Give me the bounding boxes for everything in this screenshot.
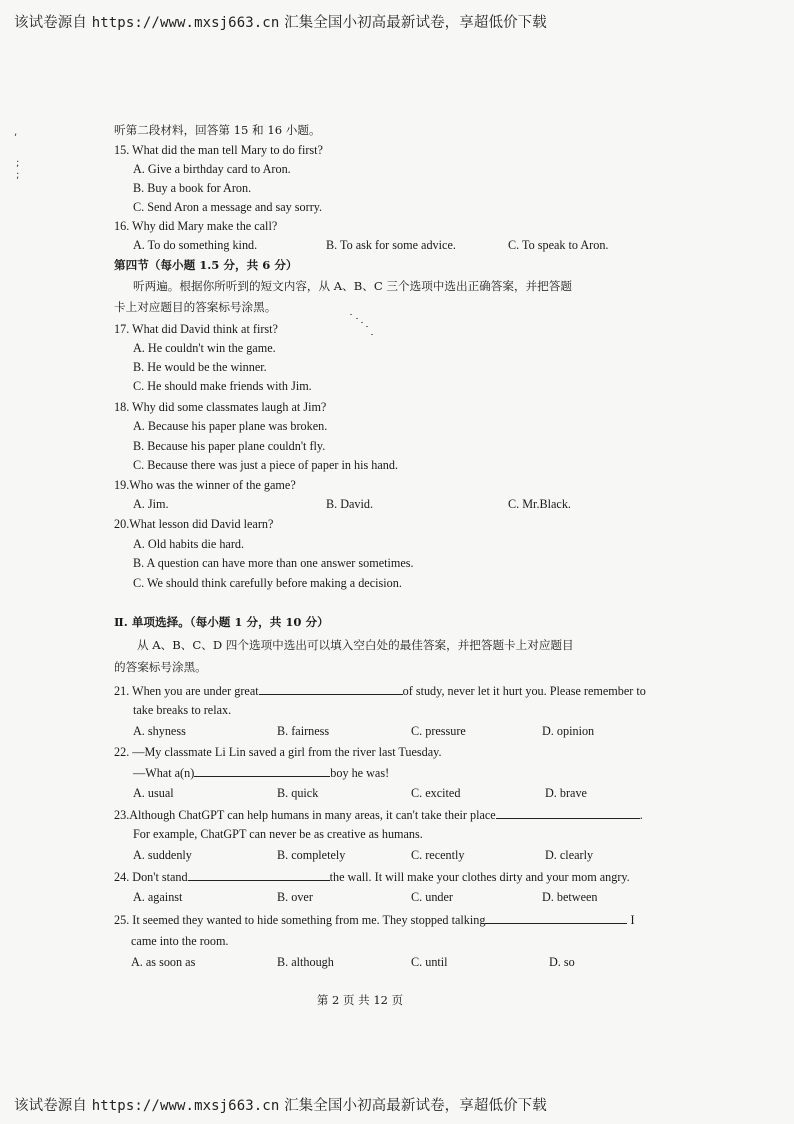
answer-blank	[194, 765, 260, 777]
text-line: B. although	[277, 955, 334, 969]
text-line: D. clearly	[545, 848, 594, 862]
answer-blank	[259, 683, 333, 695]
line-fragment: 24. Don't stand	[114, 870, 188, 884]
text-line: A. Jim.	[133, 497, 169, 511]
text-line: 22. —My classmate Li Lin saved a girl from the river last Tuesday.	[114, 745, 442, 759]
answer-blank	[188, 869, 260, 881]
text-line: B. Because his paper plane couldn't fly.	[133, 439, 326, 453]
text-line: take breaks to relax.	[133, 703, 232, 717]
source-banner-bottom	[14, 1094, 547, 1115]
text-line: 的答案标号涂黑。	[114, 660, 207, 674]
text-line: 17. What did David think at first?	[114, 322, 278, 336]
banner-prefix: 该试卷源自	[14, 1098, 87, 1114]
text-line: A. suddenly	[133, 848, 192, 862]
text-line: C. He should make friends with Jim.	[133, 379, 312, 393]
banner-suffix: 汇集全国小初高最新试卷，享超低价下载	[284, 1098, 547, 1114]
text-line: C. Send Aron a message and say sorry.	[133, 200, 323, 214]
line-fragment: boy he was!	[330, 766, 390, 780]
text-line: B. quick	[277, 786, 319, 800]
answer-blank	[570, 807, 640, 819]
text-line: 20.What lesson did David learn?	[114, 517, 274, 531]
text-line: A. as soon as	[131, 955, 196, 969]
text-line	[114, 869, 630, 884]
text-line: A. shyness	[133, 724, 186, 738]
line-fragment: 21. When you are under great	[114, 684, 259, 698]
answer-blank	[333, 683, 403, 695]
margin-mark: ;	[16, 158, 20, 169]
text-line: B. Buy a book for Aron.	[133, 181, 252, 195]
text-line: B. David.	[326, 497, 374, 511]
answer-blank	[260, 869, 330, 881]
text-line: A. against	[133, 890, 183, 904]
text-line: 15. What did the man tell Mary to do first?	[114, 143, 323, 157]
text-line: A. Give a birthday card to Aron.	[133, 162, 291, 176]
text-line: A. He couldn't win the game.	[133, 341, 276, 355]
text-line: C. recently	[411, 848, 465, 862]
text-line: C. until	[411, 955, 448, 969]
answer-blank	[260, 765, 330, 777]
text-line: C. excited	[411, 786, 461, 800]
text-line: B. completely	[277, 848, 346, 862]
banner-url[interactable]: https://www.mxsj663.cn	[91, 15, 280, 31]
text-line: B. To ask for some advice.	[326, 238, 456, 252]
text-line: For example, ChatGPT can never be as creative as humans.	[133, 827, 423, 841]
margin-mark: ;	[16, 170, 20, 181]
text-line: D. between	[542, 890, 598, 904]
text-line: B. A question can have more than one answer sometimes.	[133, 556, 414, 570]
line-fragment: of study, never let it hurt you. Please remember to	[402, 684, 646, 698]
text-line: C. To speak to Aron.	[508, 238, 609, 252]
text-line: B. He would be the winner.	[133, 360, 267, 374]
text-line	[114, 912, 635, 927]
text-line: B. fairness	[277, 724, 330, 738]
text-line: came into the room.	[131, 934, 229, 948]
text-line: 16. Why did Mary make the call?	[114, 219, 278, 233]
text-line: A. usual	[133, 786, 174, 800]
text-line: A. Because his paper plane was broken.	[133, 419, 328, 433]
line-fragment: 23.Although ChatGPT can help humans in many areas, it can't take their place	[114, 808, 496, 822]
answer-blank	[485, 912, 557, 924]
text-line: 卡上对应题目的答案标号涂黑。	[114, 300, 277, 314]
text-line: A. To do something kind.	[133, 238, 258, 252]
text-line	[114, 683, 646, 698]
text-line: C. under	[411, 890, 453, 904]
text-line: 18. Why did some classmates laugh at Jim?	[114, 400, 327, 414]
line-fragment: —What a(n)	[133, 766, 195, 780]
banner-url[interactable]: https://www.mxsj663.cn	[91, 1098, 280, 1114]
answer-blank	[496, 807, 570, 819]
text-line: 19.Who was the winner of the game?	[114, 478, 296, 492]
source-banner-top	[14, 11, 547, 32]
margin-mark: ,	[14, 127, 18, 138]
text-line: B. over	[277, 890, 313, 904]
text-line: 从 A、B、C、D 四个选项中选出可以填入空白处的最佳答案，并把答题卡上对应题目	[137, 638, 574, 652]
line-fragment: I	[627, 913, 635, 927]
text-line: C. Because there was just a piece of paper in his hand.	[133, 458, 398, 472]
text-line: 听第二段材料，回答第 15 和 16 小题。	[114, 123, 321, 137]
line-fragment: 25. It seemed they wanted to hide something from me. They stopped talking	[114, 913, 486, 927]
text-line: D. opinion	[542, 724, 595, 738]
text-line	[114, 807, 643, 822]
text-line: Ⅱ. 单项选择。（每小题 1 分，共 10 分）	[114, 615, 329, 629]
text-line: D. brave	[545, 786, 587, 800]
answer-blank	[557, 912, 627, 924]
text-line: D. so	[549, 955, 575, 969]
page-number: 第 2 页 共 12 页	[316, 993, 404, 1007]
text-line: 第四节（每小题 1.5 分，共 6 分）	[114, 258, 298, 272]
banner-prefix: 该试卷源自	[14, 15, 87, 31]
line-fragment: .	[639, 808, 643, 822]
text-line: C. Mr.Black.	[508, 497, 571, 511]
line-fragment: the wall. It will make your clothes dirty and your mom angry.	[329, 870, 630, 884]
text-line: 听两遍。根据你所听到的短文内容，从 A、B、C 三个选项中选出正确答案，并把答题	[133, 279, 572, 293]
text-line	[133, 765, 389, 780]
text-line: A. Old habits die hard.	[133, 537, 245, 551]
text-line: C. We should think carefully before making a decision.	[133, 576, 402, 590]
text-line: C. pressure	[411, 724, 466, 738]
banner-suffix: 汇集全国小初高最新试卷，享超低价下载	[284, 15, 547, 31]
